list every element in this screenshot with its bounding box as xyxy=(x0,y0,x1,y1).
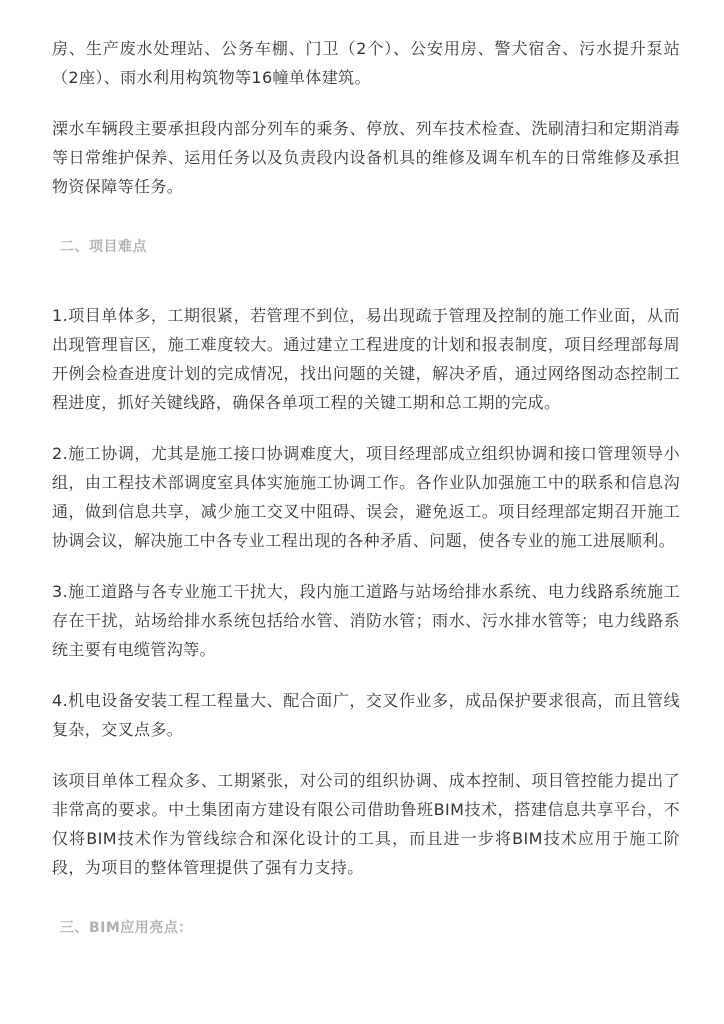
summary-paragraph: 该项目单体工程众多、工期紧张，对公司的组织协调、成本控制、项目管控能力提出了非常高的要求。中土集团南方建设有限公司借助鲁班BIM技术，搭建信息共享平台，不仅将BIM技术作为管线综合和深化设计的工具，而且进一步将BIM技术应用于施工阶段，为项目的整体管理提供了强有力支持。 xyxy=(52,771,680,877)
difficulty-paragraph-3: 3.施工道路与各专业施工干扰大，段内施工道路与站场给排水系统、电力线路系统施工存在干扰，站场给排水系统包括给水管、消防水管；雨水、污水排水管等；电力线路系统主要有电缆管沟等。 xyxy=(52,582,680,659)
difficulty-paragraph-2: 2.施工协调，尤其是施工接口协调难度大，项目经理部成立组织协调和接口管理领导小组，由工程技术部调度室具体实施施工协调工作。各作业队加强施工中的联系和信息沟通，做到信息共享，减少施工交叉中阻碍、误会，避免返工。项目经理部定期召开施工协调会议，解决施工中各专业工程出现的各种矛盾、问题，使各专业的施工进展顺利。 xyxy=(52,444,680,550)
intro-paragraph-1: 房、生产废水处理站、公务车棚、门卫（2个）、公安用房、警犬宿舍、污水提升泵站（2座）、雨水利用构筑物等16幢单体建筑。 xyxy=(52,39,680,87)
section-heading-difficulties: 二、项目难点 xyxy=(60,239,147,255)
difficulty-paragraph-1: 1.项目单体多，工期很紧，若管理不到位，易出现疏于管理及控制的施工作业面，从而出现管理盲区，施工难度较大。通过建立工程进度的计划和报表制度，项目经理部每周开例会检查进度计划的完成情况，找出问题的关键，解决矛盾，通过网络图动态控制工程进度，抓好关键线路，确保各单项工程的关键工期和总工期的完成。 xyxy=(52,306,680,412)
intro-paragraph-2: 溧水车辆段主要承担段内部分列车的乘务、停放、列车技术检查、洗刷清扫和定期消毒等日常维护保养、运用任务以及负责段内设备机具的维修及调车机车的日常维修及承担物资保障等任务。 xyxy=(52,119,680,196)
difficulty-paragraph-4: 4.机电设备安装工程工程量大、配合面广，交叉作业多，成品保护要求很高，而且管线复杂，交叉点多。 xyxy=(52,691,680,739)
article-body xyxy=(52,34,680,938)
section-heading-bim-highlights: 三、BIM应用亮点： xyxy=(60,920,193,936)
